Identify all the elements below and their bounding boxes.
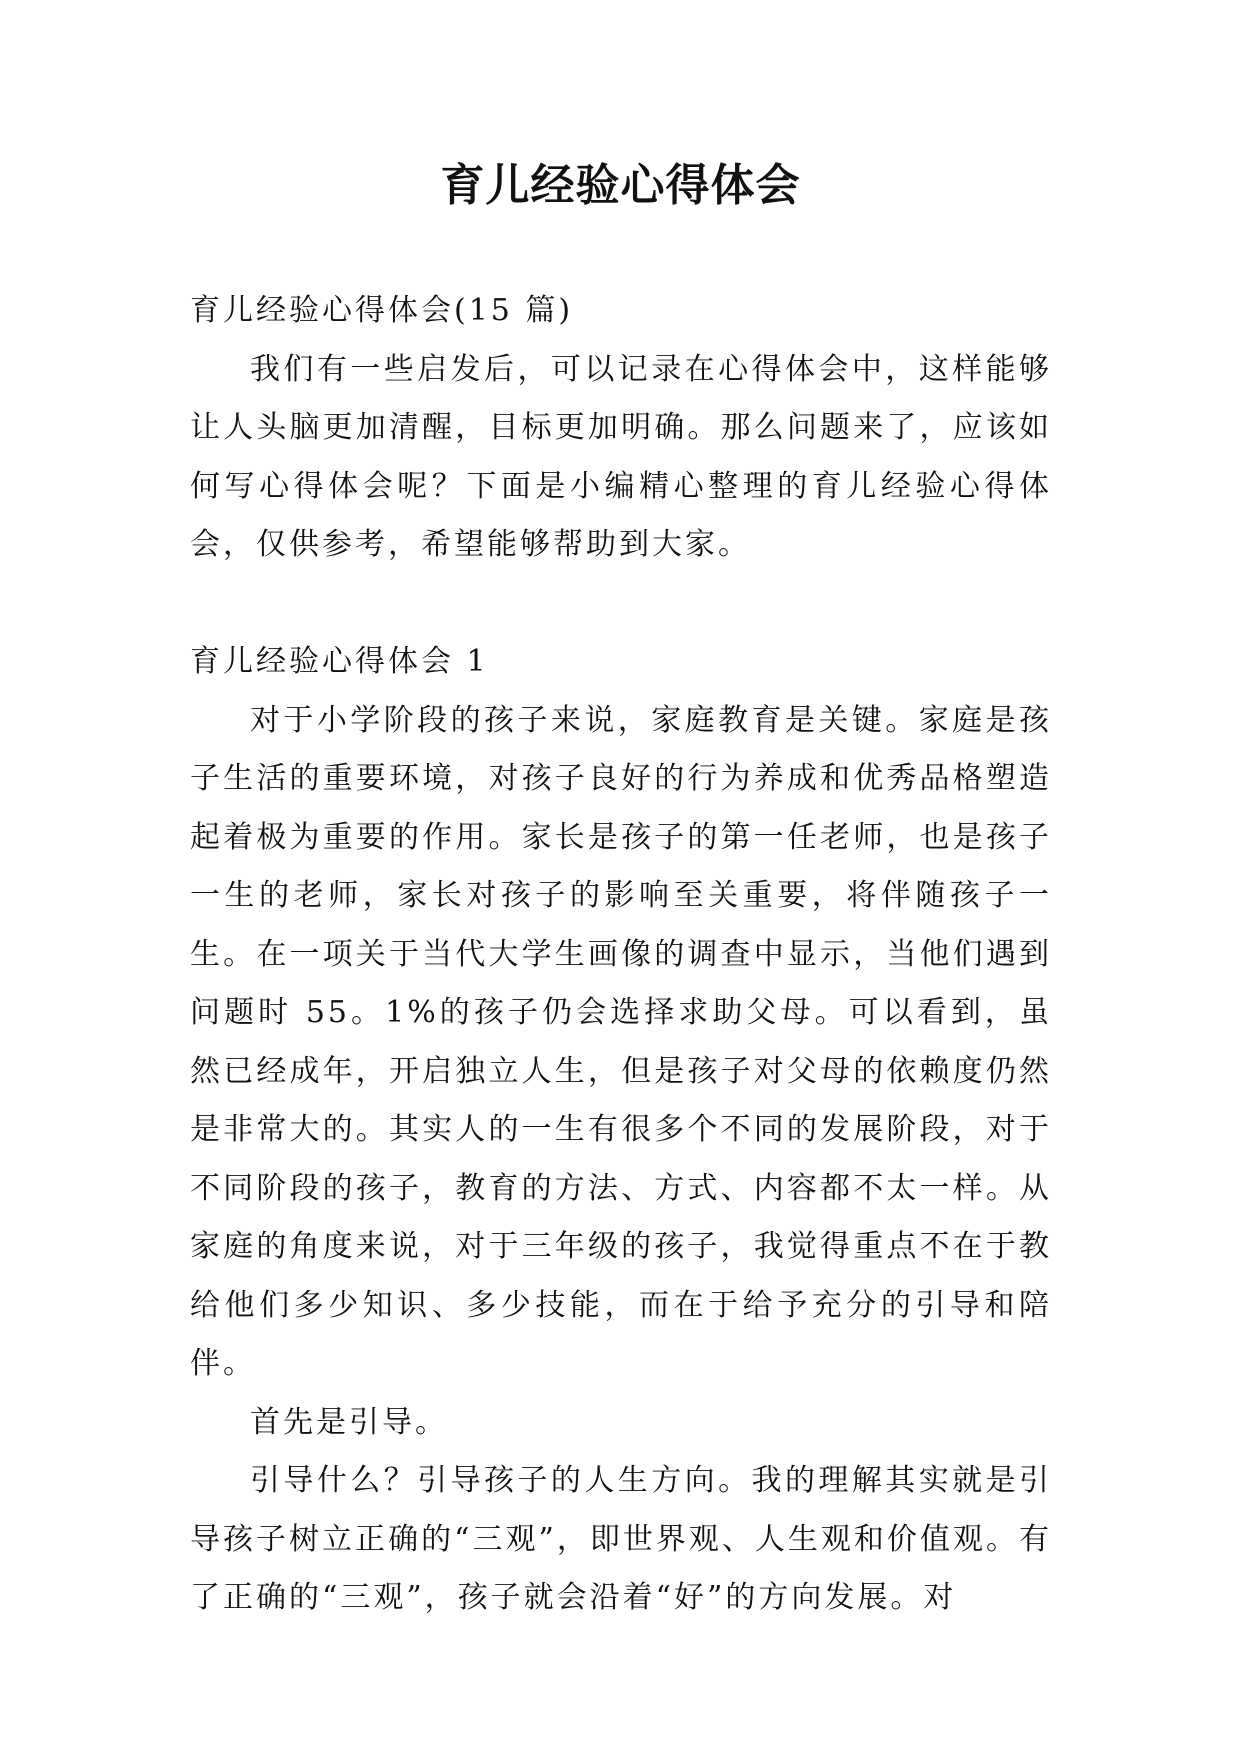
paragraph-spacer bbox=[190, 575, 1052, 634]
intro-paragraph: 我们有一些启发后，可以记录在心得体会中，这样能够让人头脑更加清醒，目标更加明确。那么问题来了，应该如何写心得体会呢？下面是小编精心整理的育儿经验心得体会，仅供参考，希望能够帮助到大家。 bbox=[190, 351, 1052, 562]
section-paragraph: 首先是引导。 bbox=[250, 1404, 448, 1440]
document-body bbox=[190, 282, 1052, 1628]
section-heading: 育儿经验心得体会 1 bbox=[190, 644, 489, 679]
section-paragraph: 引导什么？引导孩子的人生方向。我的理解其实就是引导孩子树立正确的“三观”，即世界观、人生观和价值观。有了正确的“三观”，孩子就会沿着“好”的方向发展。对 bbox=[190, 1463, 1052, 1615]
section-paragraph: 对于小学阶段的孩子来说，家庭教育是关键。家庭是孩子生活的重要环境，对孩子良好的行为养成和优秀品格塑造起着极为重要的作用。家长是孩子的第一任老师，也是孩子一生的老师，家长对孩子的影响至关重要，将伴随孩子一生。在一项关于当代大学生画像的调查中显示，当他们遇到问题时 55。1%的孩子仍会选择求助父母。可以看到，虽然已经成年，开启独立人生，但是孩子对父母的依赖度仍然是非常大的。其实人的一生有很多个不同的发展阶段，对于不同阶段的孩子，教育的方法、方式、内容都不太一样。从家庭的角度来说，对于三年级的孩子，我觉得重点不在于教给他们多少知识、多少技能，而在于给予充分的引导和陪伴。 bbox=[190, 702, 1052, 1381]
document-title: 育儿经验心得体会 bbox=[440, 160, 801, 211]
document-subtitle: 育儿经验心得体会(15 篇) bbox=[190, 293, 574, 328]
